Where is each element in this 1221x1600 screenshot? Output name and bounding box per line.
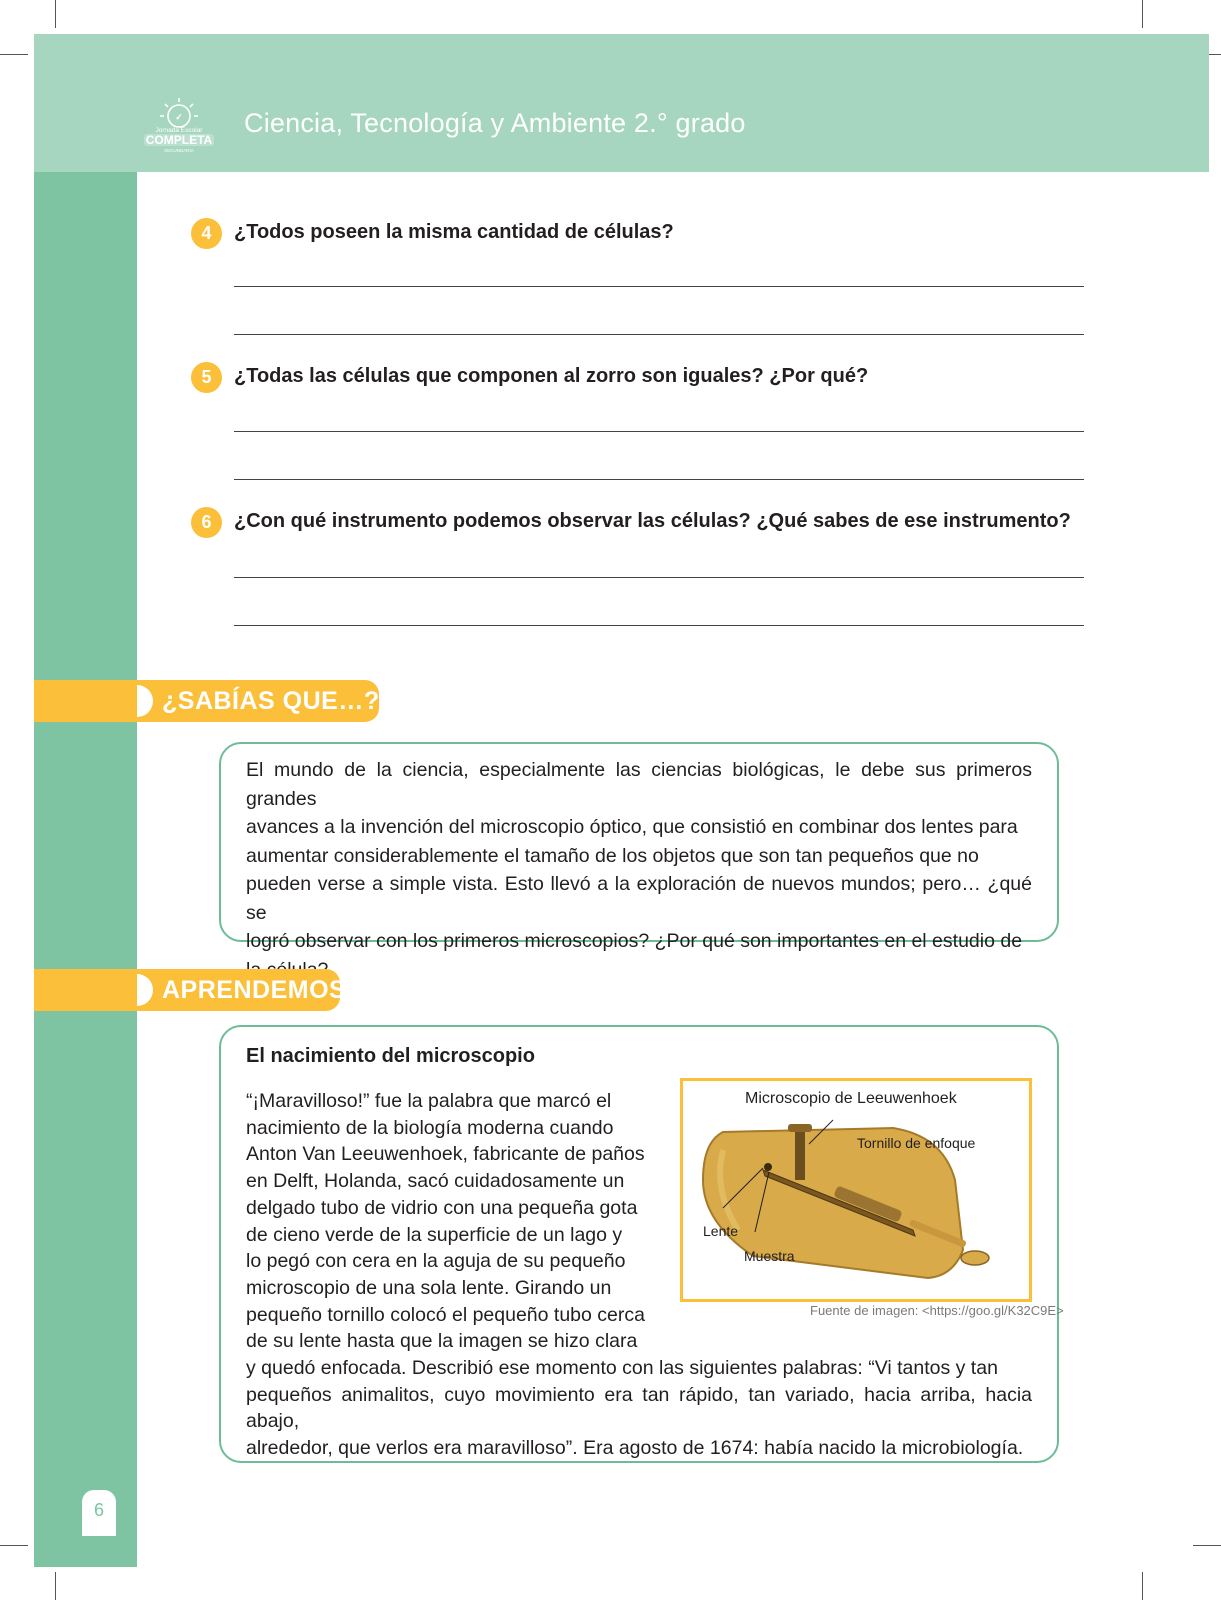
section-heading: El nacimiento del microscopio [246, 1045, 535, 1067]
sabias-que-title: ¿SABÍAS QUE…? [162, 687, 380, 715]
question-text: ¿Con qué instrumento podemos observar las células? ¿Qué sabes de ese instrumento? [234, 510, 1071, 532]
text-line: nacimiento de la biología moderna cuando [246, 1116, 614, 1139]
answer-line[interactable] [234, 479, 1084, 480]
text-line: Anton Van Leeuwenhoek, fabricante de paños [246, 1143, 645, 1166]
question-number-badge: 4 [191, 218, 222, 249]
aprendemos-text-wide [246, 1355, 1032, 1462]
text-line: logró observar con los primeros microscopios? ¿Por qué son importantes en el estudio de [246, 930, 1023, 952]
crop-mark [0, 54, 28, 55]
text-line: delgado tubo de vidrio con una pequeña gota [246, 1196, 638, 1219]
text-line: de su lente hasta que la imagen se hizo clara [246, 1330, 638, 1353]
answer-line[interactable] [234, 625, 1084, 626]
text-line: microscopio de una sola lente. Girando un [246, 1276, 612, 1299]
text-line: en Delft, Holanda, sacó cuidadosamente un [246, 1170, 625, 1193]
answer-line[interactable] [234, 577, 1084, 578]
text-line: “¡Maravilloso!” fue la palabra que marcó el [246, 1090, 612, 1112]
text-line: avances a la invención del microscopio óptico, que consistió en combinar dos lentes para [246, 816, 1018, 838]
header-title: Ciencia, Tecnología y Ambiente 2.° grado [244, 108, 746, 138]
sabias-que-text [246, 756, 1032, 984]
svg-text:SECUNDARIA: SECUNDARIA [164, 148, 194, 153]
question-number-badge: 5 [191, 362, 222, 393]
text-line: lo pegó con cera en la aguja de su pequeño [246, 1250, 626, 1273]
crop-mark [55, 0, 56, 28]
crop-mark [1142, 0, 1143, 28]
text-line: El mundo de la ciencia, especialmente las ciencias biológicas, le debe sus primeros grandes [246, 759, 1032, 810]
question-text: ¿Todas las células que componen al zorro son iguales? ¿Por qué? [234, 365, 869, 387]
page-number: 6 [93, 1500, 104, 1520]
figure-label-screw: Tornillo de enfoque [857, 1135, 976, 1151]
aprendemos-title: APRENDEMOS [162, 976, 347, 1004]
text-line: pueden verse a simple vista. Esto llevó a la exploración de nuevos mundos; pero… ¿qué se [246, 873, 1032, 924]
text-line [246, 956, 1032, 985]
answer-line[interactable] [234, 286, 1084, 287]
crop-mark [0, 1545, 28, 1546]
question-text: ¿Todos poseen la misma cantidad de células? [234, 221, 674, 243]
question-number-badge: 6 [191, 507, 222, 538]
answer-line[interactable] [234, 431, 1084, 432]
crop-mark [1193, 1545, 1221, 1546]
jornada-completa-logo [142, 96, 216, 154]
text-line: de cieno verde de la superficie de un lago y [246, 1223, 623, 1246]
figure-label-lens: Lente [703, 1223, 739, 1239]
side-band [34, 172, 137, 1567]
answer-line[interactable] [234, 334, 1084, 335]
crop-mark [55, 1572, 56, 1600]
figure-source: Fuente de imagen: <https://goo.gl/K32C9E> [810, 1303, 1064, 1318]
crop-mark [1142, 1572, 1143, 1600]
svg-text:COMPLETA: COMPLETA [145, 133, 213, 147]
text-line: alrededor, que verlos era maravilloso”. Era agosto de 1674: había nacido la microbiología. [246, 1437, 1024, 1460]
text-line: pequeños animalitos, cuyo movimiento era tan rápido, tan variado, hacia arriba, hacia abajo, [246, 1383, 1032, 1433]
text-line: pequeño tornillo colocó el pequeño tubo cerca [246, 1303, 645, 1326]
figure-title: Microscopio de Leeuwenhoek [745, 1090, 957, 1107]
text-line: y quedó enfocada. Describió ese momento con las siguientes palabras: “Vi tantos y tan [246, 1357, 998, 1379]
svg-text:✓: ✓ [175, 112, 183, 122]
text-line: aumentar considerablemente el tamaño de los objetos que son tan pequeños que no [246, 844, 979, 867]
svg-text:Jornada Escolar: Jornada Escolar [155, 127, 203, 134]
figure-label-sample: Muestra [744, 1248, 795, 1264]
aprendemos-text-narrow [246, 1088, 658, 1355]
